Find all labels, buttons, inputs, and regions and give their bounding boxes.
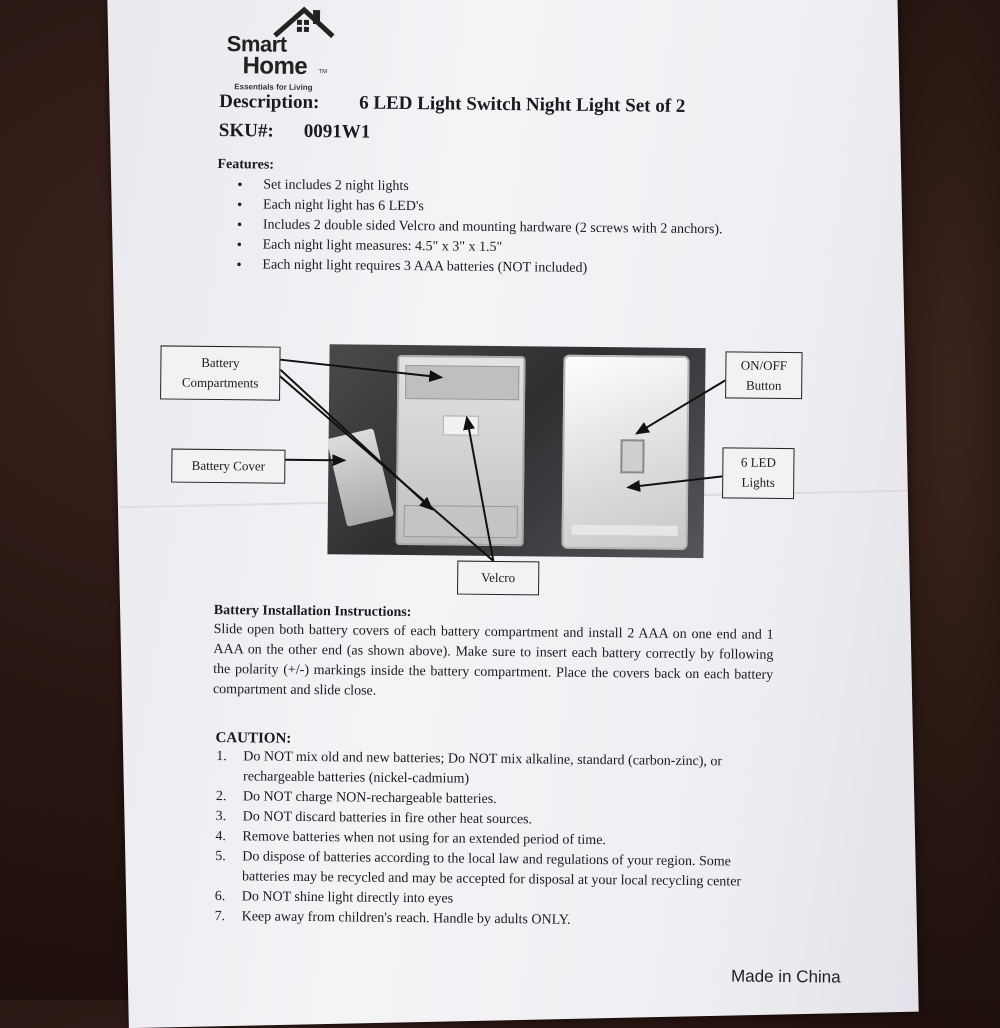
description-label: Description: bbox=[219, 91, 320, 114]
logo-tagline: Essentials for Living bbox=[234, 82, 313, 93]
caution-number: 4. bbox=[215, 829, 227, 845]
led-strip bbox=[572, 525, 678, 536]
caution-number: 1. bbox=[216, 749, 227, 765]
caution-number: 6. bbox=[214, 889, 226, 905]
night-light-back bbox=[396, 355, 526, 546]
features-heading: Features: bbox=[217, 157, 275, 173]
on-off-switch bbox=[620, 439, 644, 473]
description-value: 6 LED Light Switch Night Light Set of 2 bbox=[359, 92, 686, 117]
logo-word-smart: Smart bbox=[226, 31, 287, 57]
sku-value: 0091W1 bbox=[303, 120, 371, 143]
caution-text: Do NOT discard batteries in fire other heat sources. bbox=[242, 809, 533, 828]
callout-battery-cover: Battery Cover bbox=[171, 449, 285, 484]
feature-item: • Set includes 2 night lights bbox=[235, 175, 765, 201]
night-light-front bbox=[561, 355, 689, 550]
feature-item: • Each night light measures: 4.5" x 3" x 1.5" bbox=[235, 235, 765, 261]
caution-text: Do NOT mix old and new batteries; Do NOT mix alkaline, standard (carbon-zinc), or rechargeable batteries (nickel-cadmium) bbox=[243, 749, 723, 787]
description-line bbox=[219, 91, 686, 117]
caution-number: 2. bbox=[215, 789, 227, 805]
battery-compartment-top bbox=[405, 365, 519, 400]
caution-number: 3. bbox=[215, 809, 227, 825]
made-in-label: Made in China bbox=[730, 966, 841, 987]
caution-text: Do NOT shine light directly into eyes bbox=[241, 889, 454, 907]
feature-item: • Includes 2 double sided Velcro and mounting hardware (2 screws with 2 anchors). bbox=[235, 215, 765, 241]
velcro-patch bbox=[443, 415, 479, 435]
caution-number: 7. bbox=[214, 909, 226, 925]
product-photo bbox=[327, 344, 705, 558]
battery-compartment-bottom bbox=[404, 505, 518, 538]
caution-text: Keep away from children's reach. Handle by adults ONLY. bbox=[241, 909, 571, 928]
caution-text: Do dispose of batteries according to the local law and regulations of your region. Some batteries may be recycled and may be accepted for disposal at your local recycling center bbox=[241, 849, 742, 890]
caution-heading: CAUTION: bbox=[215, 730, 292, 747]
caution-text: Remove batteries when not using for an extended period of time. bbox=[242, 829, 607, 849]
callout-led-lights: 6 LED Lights bbox=[722, 447, 795, 499]
installation-heading: Battery Installation Instructions: bbox=[213, 603, 412, 621]
feature-item: • Each night light requires 3 AAA batteries (NOT included) bbox=[234, 255, 764, 281]
sku-line bbox=[218, 120, 371, 143]
callout-battery-compartments: Battery Compartments bbox=[160, 345, 281, 400]
caution-item bbox=[215, 847, 775, 893]
feature-item: • Each night light has 6 LED's bbox=[235, 195, 765, 221]
features-list bbox=[234, 175, 765, 281]
logo-trademark: TM bbox=[318, 69, 328, 76]
sku-label: SKU#: bbox=[218, 120, 274, 142]
brand-logo bbox=[224, 5, 345, 96]
caution-item bbox=[216, 747, 776, 793]
logo-word-home: Home bbox=[242, 52, 308, 80]
battery-cover-piece bbox=[327, 428, 394, 527]
caution-list bbox=[215, 747, 777, 933]
callout-velcro: Velcro bbox=[457, 561, 539, 596]
caution-number: 5. bbox=[215, 849, 226, 865]
caution-text: Do NOT charge NON-rechargeable batteries. bbox=[242, 789, 497, 807]
installation-body: Slide open both battery covers of each battery compartment and install 2 AAA on one end and 1 AAA on the other end (as shown above). Make sure to insert each battery correctly by following the polarity (+/-) markings inside the battery compartment. Place the covers back on each battery compartment and slide close. bbox=[212, 622, 774, 699]
callout-on-off-button: ON/OFF Button bbox=[725, 351, 802, 399]
